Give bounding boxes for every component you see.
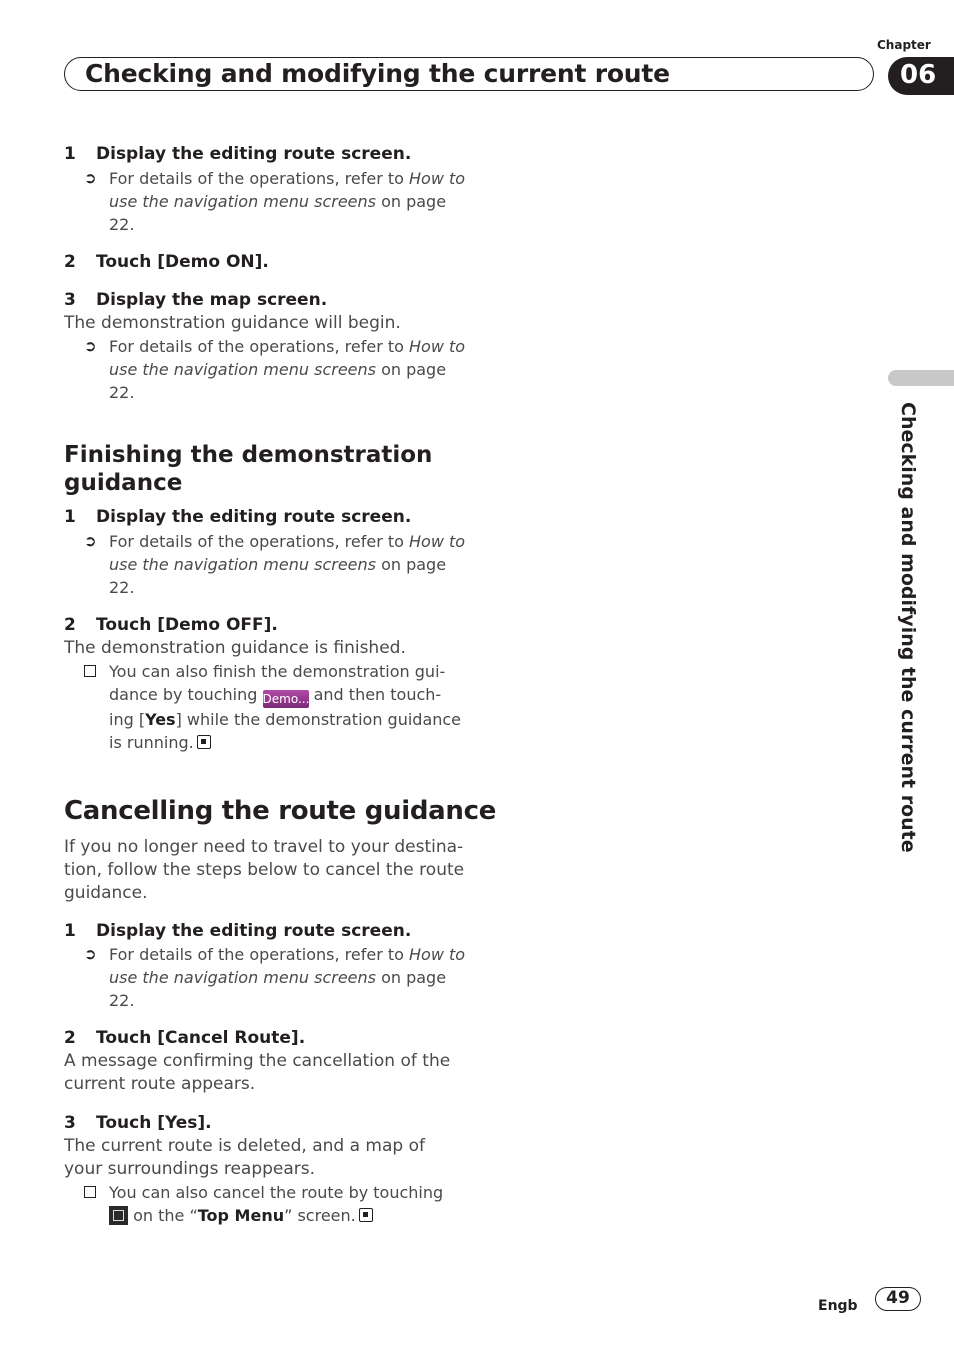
- arrow-bullet-icon: ➲: [84, 532, 97, 550]
- section-heading: Finishing the demonstration guidance: [64, 442, 433, 496]
- end-mark-icon: [359, 1208, 373, 1222]
- page-number: 49: [875, 1287, 921, 1311]
- arrow-bullet-icon: ➲: [84, 337, 97, 355]
- step-description: The current route is deleted, and a map of your surroundings reappears.: [64, 1136, 425, 1179]
- cancel-route-icon: [109, 1206, 128, 1225]
- step-description: The demonstration guidance is finished.: [64, 638, 406, 658]
- step-heading: 2 Touch [Demo OFF].: [64, 615, 278, 635]
- step-heading: 1 Display the editing route screen.: [64, 921, 412, 941]
- step-description: A message confirming the cancellation of the current route appears.: [64, 1051, 451, 1094]
- language-code: Engb: [818, 1298, 858, 1314]
- page-title: Checking and modifying the current route: [85, 59, 670, 88]
- arrow-bullet-icon: ➲: [84, 169, 97, 187]
- arrow-bullet-icon: ➲: [84, 945, 97, 963]
- chapter-badge: [888, 57, 954, 95]
- step-heading: 1 Display the editing route screen.: [64, 144, 412, 164]
- side-tab-text: Checking and modifying the current route: [897, 402, 919, 853]
- step-heading: 3 Display the map screen.: [64, 290, 328, 310]
- step-heading: 1 Display the editing route screen.: [64, 507, 412, 527]
- chapter-label: Chapter: [877, 38, 931, 52]
- end-mark-icon: [197, 735, 211, 749]
- step-heading: 2 Touch [Cancel Route].: [64, 1028, 306, 1048]
- step-description: The demonstration guidance will begin.: [64, 313, 401, 333]
- section-title: Cancelling the route guidance: [64, 796, 497, 826]
- step-heading: 3 Touch [Yes].: [64, 1113, 212, 1133]
- step-heading: 2 Touch [Demo ON].: [64, 252, 269, 272]
- intro-paragraph: If you no longer need to travel to your destina- tion, follow the steps below to cancel the route guidance.: [64, 837, 465, 903]
- checkbox-bullet-icon: [84, 1181, 96, 1204]
- chapter-number: 06: [900, 60, 937, 90]
- side-tab-marker: [888, 370, 954, 386]
- checkbox-bullet-icon: [84, 660, 96, 683]
- demo-button-icon: Demo...: [262, 692, 310, 706]
